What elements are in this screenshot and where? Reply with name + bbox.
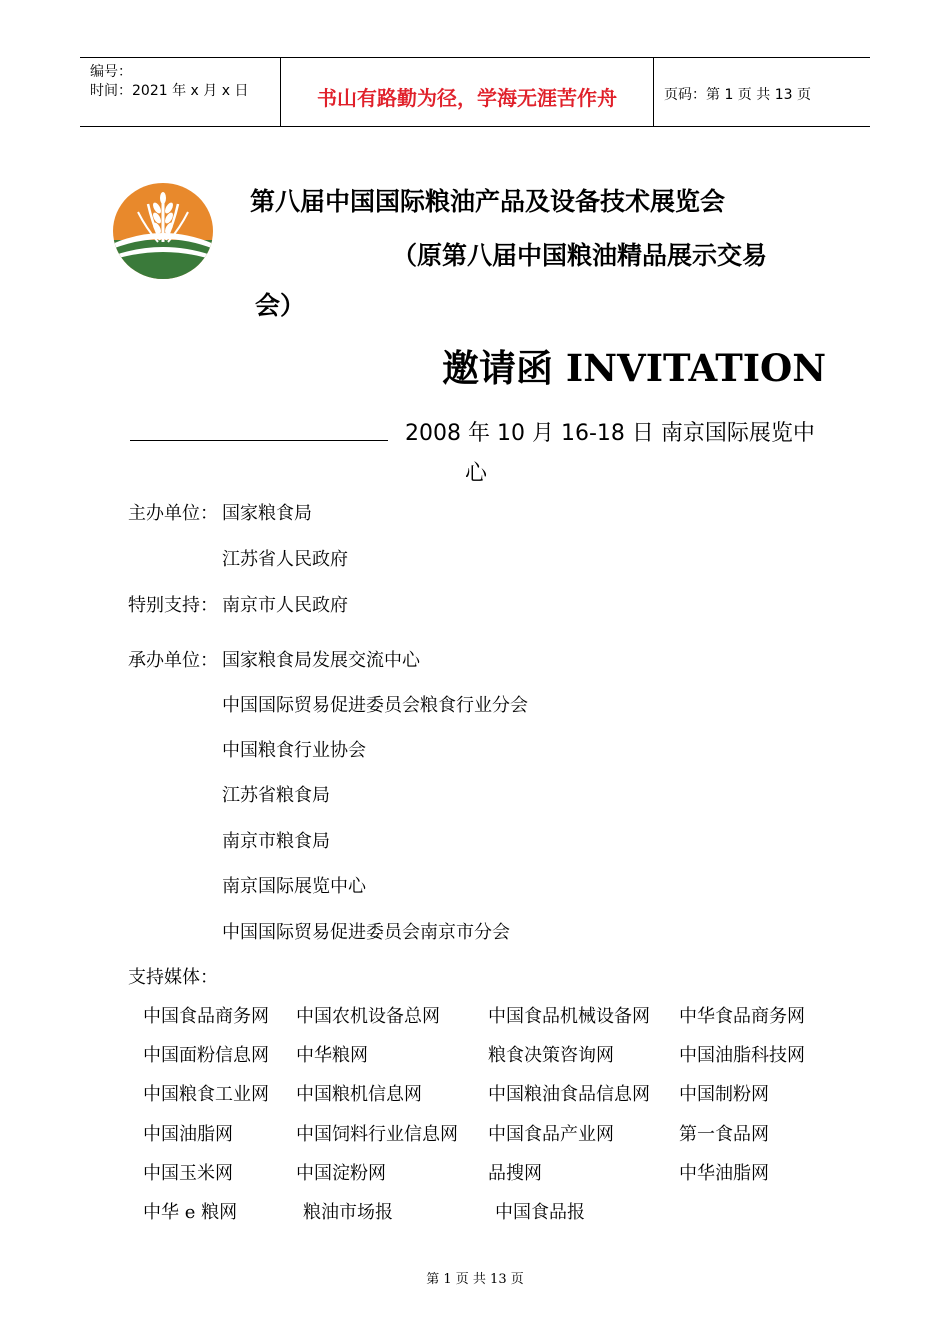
event-date-venue: 2008 年 10 月 16-18 日 南京国际展览中 [405, 421, 815, 446]
media-item: 中国淀粉网 [296, 1163, 386, 1184]
media-item: 中国饲料行业信息网 [296, 1124, 458, 1145]
header-page-cell [654, 58, 870, 126]
media-item: 中国食品商务网 [143, 1006, 269, 1027]
special-support-label: 特别支持： [128, 595, 218, 616]
wheat-logo-icon [112, 182, 214, 280]
media-item: 粮油市场报 [303, 1202, 393, 1223]
title-line-2: （原第八届中国粮油精品展示交易 [392, 241, 768, 270]
media-item: 中国食品机械设备网 [488, 1006, 650, 1027]
number-label: 编号： [90, 64, 132, 80]
undertaker-label: 承办单位： [128, 650, 218, 671]
host-item: 江苏省人民政府 [222, 549, 348, 570]
media-item: 中国食品报 [495, 1202, 585, 1223]
media-item: 中国面粉信息网 [143, 1045, 269, 1066]
invitation-heading: 邀请函 INVITATION [442, 346, 827, 390]
undertaker-item: 南京市粮食局 [222, 831, 330, 852]
undertaker-item: 南京国际展览中心 [222, 876, 366, 897]
title-line-3: 会） [255, 291, 306, 320]
media-item: 中华粮网 [296, 1045, 368, 1066]
time-label: 时间：2021 年 x 月 x 日 [90, 83, 249, 99]
media-item: 中国食品产业网 [488, 1124, 614, 1145]
special-support-value: 南京市人民政府 [222, 595, 348, 616]
media-item: 中国玉米网 [143, 1163, 233, 1184]
host-item: 国家粮食局 [222, 503, 312, 524]
media-item: 第一食品网 [679, 1124, 769, 1145]
media-item: 中华食品商务网 [679, 1006, 805, 1027]
media-item: 中国粮机信息网 [296, 1084, 422, 1105]
host-label: 主办单位： [128, 503, 218, 524]
document-header [80, 57, 870, 127]
undertaker-item: 中国国际贸易促进委员会粮食行业分会 [222, 695, 528, 716]
media-item: 中国农机设备总网 [296, 1006, 440, 1027]
undertaker-item: 国家粮食局发展交流中心 [222, 650, 420, 671]
underline-rule [130, 440, 388, 441]
header-meta-cell [80, 58, 281, 126]
media-item: 中华 e 粮网 [143, 1202, 238, 1223]
page-footer: 第 1 页 共 13 页 [426, 1272, 524, 1287]
media-item: 中国油脂网 [143, 1124, 233, 1145]
media-item: 中华油脂网 [679, 1163, 769, 1184]
media-item: 中国制粉网 [679, 1084, 769, 1105]
undertaker-item: 中国国际贸易促进委员会南京市分会 [222, 922, 510, 943]
title-line-1: 第八届中国国际粮油产品及设备技术展览会 [250, 187, 726, 216]
media-label: 支持媒体： [128, 967, 218, 988]
event-venue-continued: 心 [465, 461, 488, 486]
media-item: 中国粮油食品信息网 [488, 1084, 650, 1105]
undertaker-item: 江苏省粮食局 [222, 785, 330, 806]
header-motto-cell [281, 58, 654, 126]
page-info: 页码：第 1 页 共 13 页 [664, 87, 811, 103]
undertaker-item: 中国粮食行业协会 [222, 740, 366, 761]
media-item: 中国油脂科技网 [679, 1045, 805, 1066]
media-item: 粮食决策咨询网 [488, 1045, 614, 1066]
media-item: 中国粮食工业网 [143, 1084, 269, 1105]
media-item: 品搜网 [488, 1163, 542, 1184]
motto: 书山有路勤为径，学海无涯苦作舟 [317, 86, 617, 110]
